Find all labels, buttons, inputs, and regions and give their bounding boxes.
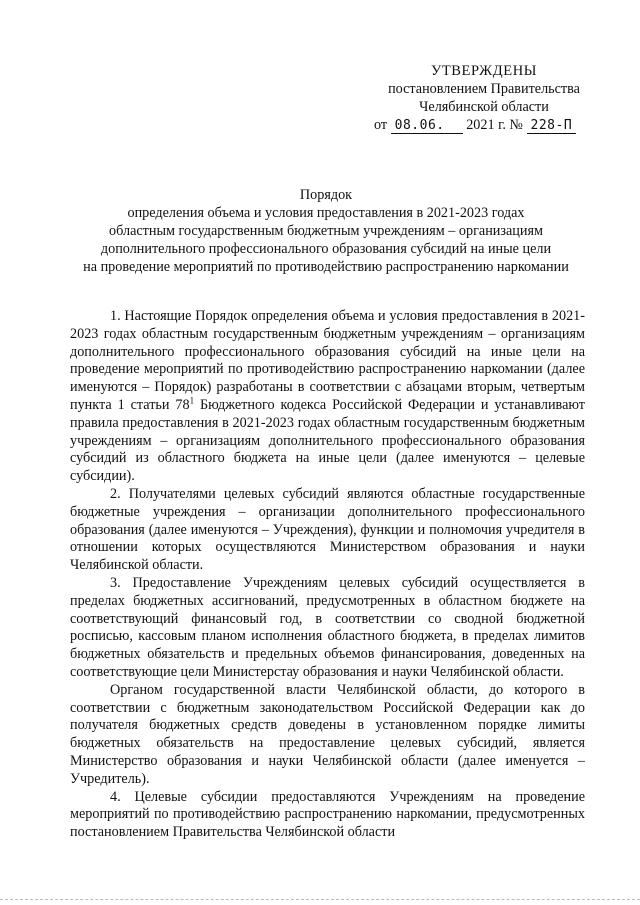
approval-line-1: постановлением Правительства	[388, 81, 580, 97]
approval-date: 08.06.	[391, 119, 463, 134]
document-body	[70, 308, 585, 842]
approval-block	[374, 62, 594, 134]
page-bottom-divider	[0, 899, 640, 900]
paragraph-4: 4. Целевые субсидии предоставляются Учреждениям на проведение мероприятий по противодействию распространению наркомании, предусмотренных постановлением Правительства Челябинской области	[70, 788, 585, 841]
heading-line-2: областным государственным бюджетным учреждениям – организациям	[109, 223, 543, 239]
approval-title: УТВЕРЖДЕНЫ	[430, 63, 538, 79]
approval-year-number-label: 2021 г. №	[466, 117, 523, 133]
heading-line-4: на проведение мероприятий по противодействию распространению наркомании	[83, 259, 569, 275]
paragraph-3b: Органом государственной власти Челябинской области, до которого в соответствии с бюджетным законодательством Российской Федерации как до получателя бюджетных средств доведены в установленном порядке лимиты бюджетных обязательств на предоставление целевых субсидий, является Министерство образования и науки Челябинской области (далее именуется – Учредитель).	[70, 681, 585, 787]
document-heading	[60, 186, 592, 276]
paragraph-2: 2. Получателями целевых субсидий являются областные государственные бюджетные учреждения – организации дополнительного профессионального образования (далее именуются – Учреждения), функции и полномочия учредителя в отношении которых осуществляются Министерством образования и науки Челябинской области.	[70, 485, 585, 574]
heading-line-3: дополнительного профессионального образования субсидий на иные цели	[100, 241, 552, 257]
paragraph-3: 3. Предоставление Учреждениям целевых субсидий осуществляется в пределах бюджетных ассигнований, предусмотренных в областном бюджете на соответствующий финансовый год, в соответствии со сводной бюджетной росписью, кассовым планом исполнения областного бюджета, в пределах лимитов бюджетных обязательств и предельных объемов финансирования, доведенных на соответствующие цели Министерстау образования и науки Челябинской области.	[70, 574, 585, 680]
paragraph-1-superscript: 1	[189, 395, 195, 406]
approval-line-2: Челябинской области	[419, 99, 549, 115]
heading-title: Порядок	[299, 187, 353, 203]
paragraph-1	[70, 308, 585, 486]
heading-line-1: определения объема и условия предоставления в 2021-2023 годах	[127, 205, 525, 221]
paragraph-1-text-a: 1. Настоящие Порядок определения объема и условия предоставления в 2021-2023 годах областным государственным бюджетным учреждениям – организациям дополнительного профессионального образования субсидий на иные цели на проведение мероприятий по противодействию распространению наркомании (далее именуются – Порядок) разработаны в соответствии с абзацами вторым, четвертым пункта 1 статьи 78	[70, 308, 585, 413]
approval-date-line	[374, 116, 594, 134]
approval-number: 228-П	[527, 119, 577, 134]
paragraph-1-text-b: Бюджетного кодекса Российской Федерации и устанавливают правила предоставления в 2021-2023 годах областным государственным бюджетным учреждениям – организациям дополнительного профессионального образования субсидий из областного бюджета на иные цели (далее именуются – целевые субсидии).	[70, 396, 585, 485]
approval-from: от	[374, 117, 388, 133]
